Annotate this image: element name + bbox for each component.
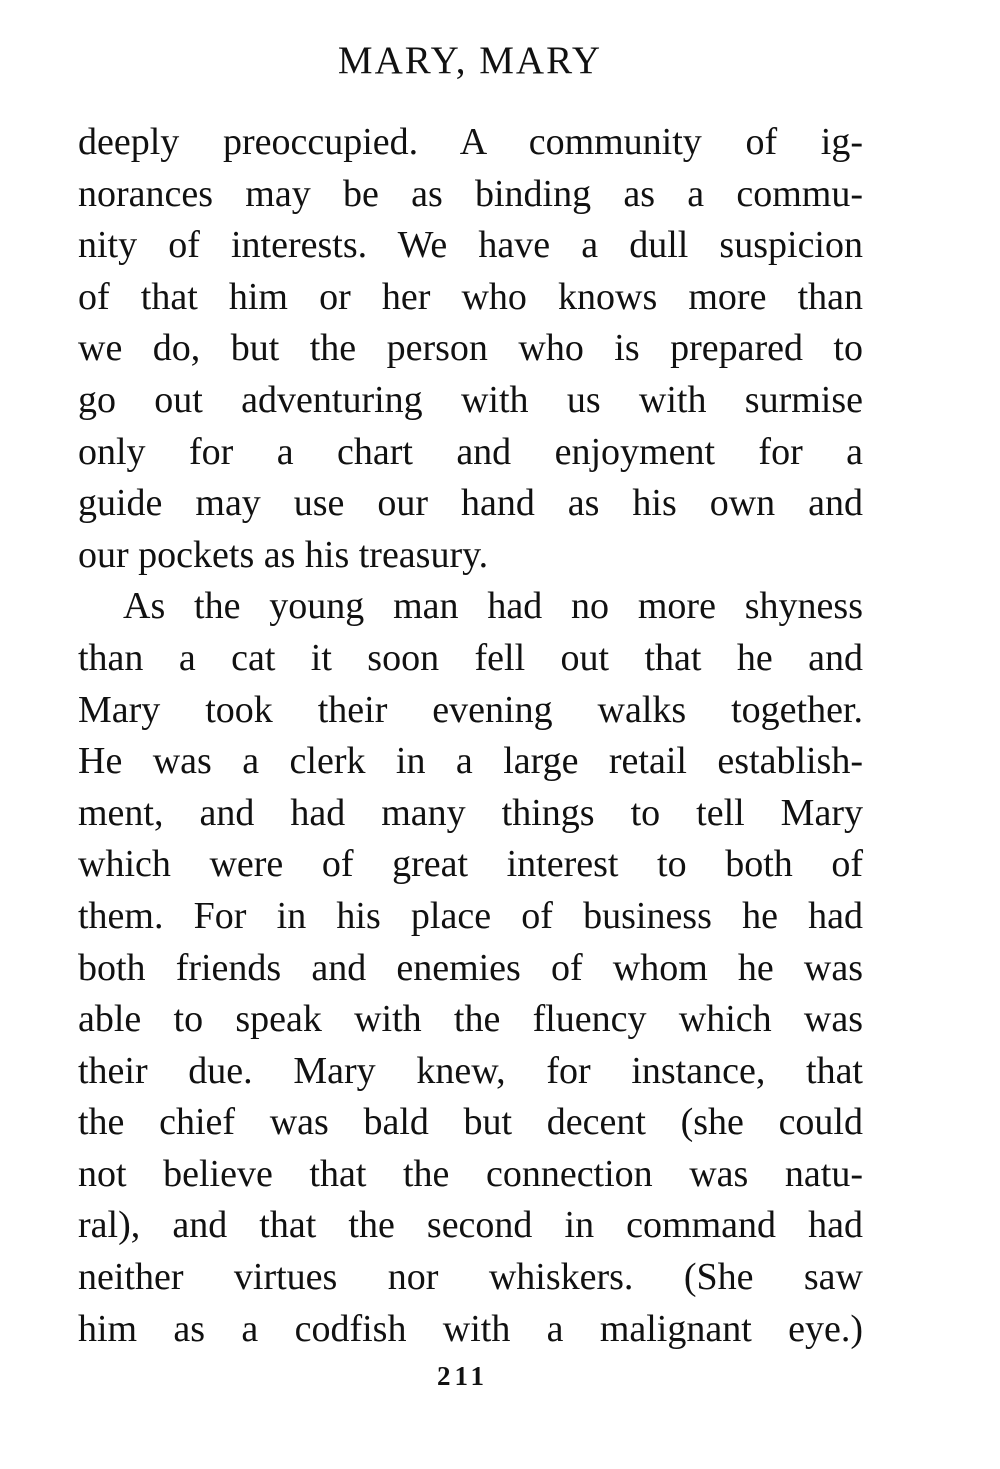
text-line: He was a clerk in a large retail establish- — [78, 740, 863, 783]
body-text — [78, 117, 863, 1355]
text-line: which were of great interest to both of — [78, 843, 863, 886]
text-line: Mary took their evening walks together. — [78, 688, 863, 731]
text-line: of that him or her who knows more than — [78, 275, 863, 318]
paragraph — [78, 117, 863, 581]
text-line: ral), and that the second in command had — [78, 1204, 863, 1247]
text-line: than a cat it soon fell out that he and — [78, 636, 863, 679]
text-line: their due. Mary knew, for instance, that — [78, 1049, 863, 1092]
text-line: go out adventuring with us with surmise — [78, 378, 863, 421]
text-line: norances may be as binding as a commu- — [78, 172, 863, 215]
text-line: able to speak with the fluency which was — [78, 998, 863, 1041]
text-line: them. For in his place of business he had — [78, 894, 863, 937]
text-line: both friends and enemies of whom he was — [78, 946, 863, 989]
text-line: we do, but the person who is prepared to — [78, 327, 863, 370]
running-title: MARY, MARY — [337, 39, 603, 82]
text-line: only for a chart and enjoyment for a — [78, 430, 863, 473]
text-line: nity of interests. We have a dull suspicion — [78, 224, 863, 267]
text-line: As the young man had no more shyness — [123, 585, 863, 628]
paragraph — [78, 581, 863, 1355]
text-line: ment, and had many things to tell Mary — [78, 791, 863, 834]
page-number: 211 — [436, 1361, 488, 1391]
text-line: deeply preoccupied. A community of ig- — [78, 121, 863, 163]
text-line: the chief was bald but decent (she could — [78, 1101, 863, 1144]
text-line: not believe that the connection was natu- — [78, 1152, 863, 1195]
text-line: neither virtues nor whiskers. (She saw — [78, 1256, 863, 1299]
text-line: our pockets as his treasury. — [78, 533, 489, 576]
text-line: him as a codfish with a malignant eye.) — [78, 1307, 863, 1350]
text-line: guide may use our hand as his own and — [78, 482, 863, 525]
